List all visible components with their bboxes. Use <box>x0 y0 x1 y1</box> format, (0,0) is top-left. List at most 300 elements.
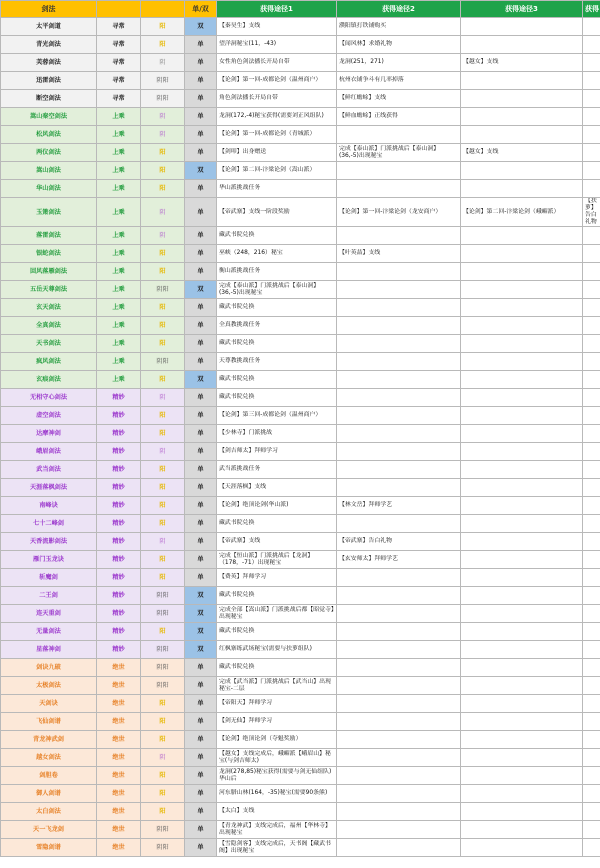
cell-yinyang[interactable]: 阳 <box>141 407 185 425</box>
cell-source-4[interactable] <box>583 677 600 695</box>
cell-single-double[interactable]: 单 <box>185 821 217 839</box>
cell-yinyang[interactable]: 阳 <box>141 497 185 515</box>
cell-rank[interactable]: 上乘 <box>97 371 141 389</box>
cell-single-double[interactable]: 单 <box>185 198 217 227</box>
cell-source-4[interactable] <box>583 695 600 713</box>
cell-rank[interactable]: 上乘 <box>97 198 141 227</box>
cell-source-1[interactable]: 【论剑】绝顶论剑（夺魁奖励） <box>217 731 337 749</box>
cell-source-4[interactable] <box>583 54 600 72</box>
cell-skill-name[interactable]: 玉箫剑法 <box>1 198 97 227</box>
cell-source-2[interactable] <box>337 803 461 821</box>
cell-single-double[interactable]: 双 <box>185 641 217 659</box>
cell-single-double[interactable]: 单 <box>185 126 217 144</box>
cell-rank[interactable]: 上乘 <box>97 335 141 353</box>
cell-source-4[interactable] <box>583 281 600 299</box>
cell-rank[interactable]: 精妙 <box>97 425 141 443</box>
cell-source-2[interactable]: 龙洞(251，271) <box>337 54 461 72</box>
cell-rank[interactable]: 精妙 <box>97 587 141 605</box>
cell-source-1[interactable]: 【论剑】第一回-成都论剑（温州商户） <box>217 72 337 90</box>
cell-source-2[interactable] <box>337 425 461 443</box>
cell-source-4[interactable] <box>583 227 600 245</box>
cell-rank[interactable]: 精妙 <box>97 407 141 425</box>
cell-rank[interactable]: 上乘 <box>97 108 141 126</box>
cell-source-2[interactable] <box>337 785 461 803</box>
cell-rank[interactable]: 寻常 <box>97 18 141 36</box>
cell-single-double[interactable]: 单 <box>185 317 217 335</box>
cell-single-double[interactable]: 单 <box>185 425 217 443</box>
cell-source-2[interactable] <box>337 659 461 677</box>
cell-single-double[interactable]: 单 <box>185 803 217 821</box>
cell-yinyang[interactable]: 阴阳 <box>141 353 185 371</box>
cell-source-1[interactable]: 藏武书院兑换 <box>217 623 337 641</box>
cell-rank[interactable]: 绝世 <box>97 749 141 767</box>
cell-skill-name[interactable]: 天书剑法 <box>1 335 97 353</box>
cell-yinyang[interactable]: 阴阳 <box>141 605 185 623</box>
cell-source-1[interactable]: 【剑吉师太】拜师学习 <box>217 443 337 461</box>
cell-source-4[interactable] <box>583 551 600 569</box>
cell-yinyang[interactable]: 阴阳 <box>141 72 185 90</box>
cell-skill-name[interactable]: 连天重剑 <box>1 605 97 623</box>
cell-source-2[interactable] <box>337 839 461 857</box>
cell-source-4[interactable] <box>583 623 600 641</box>
cell-single-double[interactable]: 单 <box>185 551 217 569</box>
cell-source-1[interactable]: 【论剑】第一回-成都论剑（青城派） <box>217 126 337 144</box>
cell-source-2[interactable] <box>337 821 461 839</box>
cell-skill-name[interactable]: 南峰诀 <box>1 497 97 515</box>
cell-source-1[interactable]: 【帝武寨】支线 <box>217 533 337 551</box>
cell-rank[interactable]: 精妙 <box>97 569 141 587</box>
cell-rank[interactable]: 绝世 <box>97 839 141 857</box>
cell-source-4[interactable] <box>583 371 600 389</box>
cell-source-1[interactable]: 河东腊山林(164，-35)秘宝(需要90条熊) <box>217 785 337 803</box>
cell-source-4[interactable] <box>583 533 600 551</box>
cell-source-3[interactable] <box>461 587 583 605</box>
cell-source-4[interactable] <box>583 479 600 497</box>
cell-source-3[interactable] <box>461 281 583 299</box>
cell-source-3[interactable] <box>461 785 583 803</box>
cell-rank[interactable]: 寻常 <box>97 90 141 108</box>
cell-source-2[interactable] <box>337 371 461 389</box>
cell-skill-name[interactable]: 天剑诀 <box>1 695 97 713</box>
cell-single-double[interactable]: 双 <box>185 162 217 180</box>
cell-source-3[interactable] <box>461 569 583 587</box>
cell-yinyang[interactable]: 阴 <box>141 108 185 126</box>
cell-rank[interactable]: 精妙 <box>97 623 141 641</box>
cell-yinyang[interactable]: 阳 <box>141 425 185 443</box>
cell-source-3[interactable] <box>461 227 583 245</box>
cell-source-3[interactable] <box>461 299 583 317</box>
cell-yinyang[interactable]: 阳 <box>141 785 185 803</box>
cell-skill-name[interactable]: 越女剑法 <box>1 749 97 767</box>
cell-source-3[interactable] <box>461 72 583 90</box>
cell-source-3[interactable] <box>461 425 583 443</box>
cell-source-4[interactable] <box>583 389 600 407</box>
cell-source-2[interactable] <box>337 641 461 659</box>
cell-source-2[interactable]: 【鲜血蟾蜍】正线获得 <box>337 108 461 126</box>
cell-rank[interactable]: 上乘 <box>97 126 141 144</box>
cell-single-double[interactable]: 单 <box>185 461 217 479</box>
cell-source-2[interactable] <box>337 443 461 461</box>
cell-source-3[interactable] <box>461 551 583 569</box>
cell-skill-name[interactable]: 星落神剑 <box>1 641 97 659</box>
cell-single-double[interactable]: 单 <box>185 54 217 72</box>
cell-source-1[interactable]: 【天涯落枫】支线 <box>217 479 337 497</box>
cell-source-2[interactable] <box>337 162 461 180</box>
cell-source-4[interactable] <box>583 126 600 144</box>
cell-source-2[interactable] <box>337 767 461 785</box>
header-source-2[interactable]: 获得途径2 <box>337 1 461 18</box>
cell-source-1[interactable]: 巫峡（248，216）秘宝 <box>217 245 337 263</box>
cell-skill-name[interactable]: 嵩山秦空剑法 <box>1 108 97 126</box>
cell-source-1[interactable]: 【费英】拜师学习 <box>217 569 337 587</box>
cell-source-1[interactable]: 完成【泰山派】门派挑战后【泰山洞】(36,-5)出现秘宝 <box>217 281 337 299</box>
cell-single-double[interactable]: 单 <box>185 695 217 713</box>
cell-source-3[interactable]: 【论剑】第二回-汴梁论剑（峨嵋派） <box>461 198 583 227</box>
cell-source-3[interactable] <box>461 767 583 785</box>
cell-skill-name[interactable]: 银蛇剑法 <box>1 245 97 263</box>
cell-source-2[interactable] <box>337 587 461 605</box>
cell-single-double[interactable]: 单 <box>185 299 217 317</box>
cell-single-double[interactable]: 双 <box>185 371 217 389</box>
cell-rank[interactable]: 上乘 <box>97 281 141 299</box>
cell-yinyang[interactable]: 阳 <box>141 335 185 353</box>
cell-source-3[interactable] <box>461 533 583 551</box>
cell-rank[interactable]: 绝世 <box>97 803 141 821</box>
cell-source-4[interactable] <box>583 263 600 281</box>
cell-source-3[interactable] <box>461 317 583 335</box>
cell-source-4[interactable] <box>583 659 600 677</box>
cell-source-3[interactable] <box>461 677 583 695</box>
header-name[interactable]: 剑法 <box>1 1 97 18</box>
cell-single-double[interactable]: 单 <box>185 767 217 785</box>
cell-source-2[interactable]: 【论剑】第一回-汴梁论剑（龙安商户） <box>337 198 461 227</box>
cell-rank[interactable]: 上乘 <box>97 245 141 263</box>
cell-skill-name[interactable]: 御人剑谱 <box>1 785 97 803</box>
cell-rank[interactable]: 绝世 <box>97 821 141 839</box>
cell-source-4[interactable]: 【扶萝】告白礼物 <box>583 198 600 227</box>
cell-source-2[interactable] <box>337 263 461 281</box>
cell-source-3[interactable] <box>461 407 583 425</box>
cell-skill-name[interactable]: 天香流影剑法 <box>1 533 97 551</box>
header-type[interactable] <box>97 1 141 18</box>
cell-yinyang[interactable]: 阳 <box>141 371 185 389</box>
cell-source-2[interactable]: 【鲜红蟾蜍】支线 <box>337 90 461 108</box>
cell-source-1[interactable]: 武当派挑战任务 <box>217 461 337 479</box>
cell-source-4[interactable] <box>583 180 600 198</box>
cell-rank[interactable]: 上乘 <box>97 227 141 245</box>
cell-source-3[interactable] <box>461 839 583 857</box>
cell-source-3[interactable]: 【越女】支线 <box>461 54 583 72</box>
cell-source-3[interactable] <box>461 263 583 281</box>
cell-yinyang[interactable]: 阳 <box>141 569 185 587</box>
cell-source-4[interactable] <box>583 353 600 371</box>
cell-source-2[interactable]: 【闻风林】求婚礼物 <box>337 36 461 54</box>
cell-skill-name[interactable]: 落雷剑法 <box>1 227 97 245</box>
cell-source-3[interactable] <box>461 335 583 353</box>
cell-rank[interactable]: 精妙 <box>97 443 141 461</box>
cell-single-double[interactable]: 单 <box>185 389 217 407</box>
cell-source-2[interactable] <box>337 749 461 767</box>
cell-yinyang[interactable]: 阴 <box>141 227 185 245</box>
cell-source-1[interactable]: 【帝阳天】拜师学习 <box>217 695 337 713</box>
cell-source-1[interactable]: 藏武书院兑换 <box>217 515 337 533</box>
cell-source-1[interactable]: 全真教挑战任务 <box>217 317 337 335</box>
cell-source-4[interactable] <box>583 803 600 821</box>
cell-yinyang[interactable]: 阴 <box>141 198 185 227</box>
cell-source-3[interactable] <box>461 371 583 389</box>
cell-source-4[interactable] <box>583 821 600 839</box>
cell-source-2[interactable] <box>337 623 461 641</box>
cell-rank[interactable]: 寻常 <box>97 72 141 90</box>
cell-single-double[interactable]: 单 <box>185 263 217 281</box>
cell-source-2[interactable] <box>337 569 461 587</box>
cell-skill-name[interactable]: 斩魔剑 <box>1 569 97 587</box>
cell-source-2[interactable]: 【玄安师太】拜师学艺 <box>337 551 461 569</box>
cell-skill-name[interactable]: 芙蓉剑法 <box>1 54 97 72</box>
cell-source-2[interactable] <box>337 353 461 371</box>
cell-source-1[interactable]: 【剑无仙】拜师学习 <box>217 713 337 731</box>
cell-source-3[interactable] <box>461 18 583 36</box>
cell-source-3[interactable] <box>461 180 583 198</box>
cell-yinyang[interactable]: 阳 <box>141 461 185 479</box>
cell-rank[interactable]: 上乘 <box>97 299 141 317</box>
cell-source-1[interactable]: 角色剑法播长开局自带 <box>217 90 337 108</box>
cell-skill-name[interactable]: 七十二峰剑 <box>1 515 97 533</box>
header-yinyang[interactable] <box>141 1 185 18</box>
cell-yinyang[interactable]: 阴 <box>141 443 185 461</box>
cell-source-3[interactable] <box>461 731 583 749</box>
cell-single-double[interactable]: 单 <box>185 443 217 461</box>
cell-source-3[interactable]: 【越女】支线 <box>461 144 583 162</box>
cell-yinyang[interactable]: 阳 <box>141 299 185 317</box>
cell-yinyang[interactable]: 阴 <box>141 749 185 767</box>
cell-yinyang[interactable]: 阳 <box>141 695 185 713</box>
cell-source-1[interactable]: 完成【武当派】门派挑战后【武当山】出现秘宝-二层 <box>217 677 337 695</box>
cell-skill-name[interactable]: 飞仙剑谱 <box>1 713 97 731</box>
cell-skill-name[interactable]: 太极剑法 <box>1 677 97 695</box>
cell-source-4[interactable] <box>583 299 600 317</box>
cell-source-2[interactable]: 完成【泰山派】门派挑战后【泰山洞】(36,-5)出现秘宝 <box>337 144 461 162</box>
cell-source-4[interactable] <box>583 461 600 479</box>
cell-source-1[interactable]: 藏武书院兑换 <box>217 389 337 407</box>
cell-rank[interactable]: 上乘 <box>97 317 141 335</box>
cell-single-double[interactable]: 单 <box>185 245 217 263</box>
cell-source-1[interactable]: 龙洞(278,85)秘宝获得(需要与剑无仙组队)华山后 <box>217 767 337 785</box>
cell-source-3[interactable] <box>461 515 583 533</box>
cell-single-double[interactable]: 单 <box>185 335 217 353</box>
cell-skill-name[interactable]: 断空剑法 <box>1 90 97 108</box>
cell-source-1[interactable]: 【剑叩】出身赠送 <box>217 144 337 162</box>
cell-source-2[interactable]: 【帝武寨】告白礼物 <box>337 533 461 551</box>
cell-source-2[interactable]: 濮阳镇打铁铺购买 <box>337 18 461 36</box>
cell-skill-name[interactable]: 嵩山剑法 <box>1 162 97 180</box>
cell-source-2[interactable] <box>337 299 461 317</box>
header-source-3[interactable]: 获得途径3 <box>461 1 583 18</box>
cell-single-double[interactable]: 单 <box>185 839 217 857</box>
cell-rank[interactable]: 上乘 <box>97 263 141 281</box>
cell-single-double[interactable]: 单 <box>185 180 217 198</box>
cell-single-double[interactable]: 双 <box>185 18 217 36</box>
cell-rank[interactable]: 绝世 <box>97 767 141 785</box>
cell-yinyang[interactable]: 阳 <box>141 551 185 569</box>
cell-yinyang[interactable]: 阴阳 <box>141 281 185 299</box>
cell-skill-name[interactable]: 雁门玉龙诀 <box>1 551 97 569</box>
cell-single-double[interactable]: 单 <box>185 108 217 126</box>
cell-yinyang[interactable]: 阴阳 <box>141 641 185 659</box>
cell-source-3[interactable] <box>461 36 583 54</box>
cell-rank[interactable]: 上乘 <box>97 144 141 162</box>
cell-rank[interactable]: 绝世 <box>97 731 141 749</box>
cell-yinyang[interactable]: 阴 <box>141 54 185 72</box>
cell-single-double[interactable]: 双 <box>185 623 217 641</box>
cell-skill-name[interactable]: 全真剑法 <box>1 317 97 335</box>
cell-source-4[interactable] <box>583 749 600 767</box>
cell-yinyang[interactable]: 阳 <box>141 515 185 533</box>
cell-source-4[interactable] <box>583 335 600 353</box>
cell-source-2[interactable] <box>337 479 461 497</box>
cell-source-1[interactable]: 望洋洞秘宝(11，-43) <box>217 36 337 54</box>
cell-source-3[interactable] <box>461 713 583 731</box>
cell-source-1[interactable]: 完成【恒山派】门派挑战后【龙洞】（178，-71）出现秘宝 <box>217 551 337 569</box>
cell-skill-name[interactable]: 剑胆卷 <box>1 767 97 785</box>
cell-source-1[interactable]: 藏武书院兑换 <box>217 587 337 605</box>
cell-source-4[interactable] <box>583 443 600 461</box>
cell-single-double[interactable]: 单 <box>185 144 217 162</box>
cell-source-1[interactable]: 【少林寺】门派挑战 <box>217 425 337 443</box>
cell-rank[interactable]: 精妙 <box>97 389 141 407</box>
cell-source-2[interactable]: 杭州衣铺争斗有几率掉落 <box>337 72 461 90</box>
cell-source-4[interactable] <box>583 162 600 180</box>
cell-yinyang[interactable]: 阳 <box>141 623 185 641</box>
cell-source-4[interactable] <box>583 317 600 335</box>
cell-skill-name[interactable]: 剑诀九破 <box>1 659 97 677</box>
cell-source-2[interactable] <box>337 695 461 713</box>
cell-yinyang[interactable]: 阳 <box>141 767 185 785</box>
cell-source-1[interactable]: 女性角色剑法播长开局自带 <box>217 54 337 72</box>
cell-single-double[interactable]: 单 <box>185 407 217 425</box>
cell-yinyang[interactable]: 阳 <box>141 803 185 821</box>
cell-source-3[interactable] <box>461 479 583 497</box>
cell-source-2[interactable]: 【叶英喆】支线 <box>337 245 461 263</box>
cell-rank[interactable]: 精妙 <box>97 551 141 569</box>
cell-rank[interactable]: 绝世 <box>97 659 141 677</box>
cell-rank[interactable]: 上乘 <box>97 162 141 180</box>
cell-source-3[interactable] <box>461 162 583 180</box>
cell-source-3[interactable] <box>461 803 583 821</box>
cell-rank[interactable]: 精妙 <box>97 461 141 479</box>
cell-source-3[interactable] <box>461 659 583 677</box>
cell-source-1[interactable]: 藏武书院兑换 <box>217 227 337 245</box>
cell-yinyang[interactable]: 阳 <box>141 245 185 263</box>
cell-source-1[interactable]: 【论剑】第三回-成都论剑（温州商户） <box>217 407 337 425</box>
cell-skill-name[interactable]: 玄天剑法 <box>1 299 97 317</box>
cell-single-double[interactable]: 双 <box>185 605 217 623</box>
cell-yinyang[interactable]: 阳 <box>141 180 185 198</box>
cell-rank[interactable]: 精妙 <box>97 641 141 659</box>
cell-source-2[interactable] <box>337 317 461 335</box>
cell-rank[interactable]: 绝世 <box>97 695 141 713</box>
cell-source-4[interactable] <box>583 839 600 857</box>
cell-source-4[interactable] <box>583 36 600 54</box>
cell-single-double[interactable]: 单 <box>185 677 217 695</box>
cell-source-2[interactable] <box>337 713 461 731</box>
header-source-4[interactable]: 获得 <box>583 1 600 18</box>
cell-source-1[interactable]: 藏武书院兑换 <box>217 335 337 353</box>
cell-single-double[interactable]: 双 <box>185 587 217 605</box>
header-single-double[interactable]: 单/双 <box>185 1 217 18</box>
cell-source-4[interactable] <box>583 245 600 263</box>
cell-source-1[interactable]: 华山派挑战任务 <box>217 180 337 198</box>
cell-source-1[interactable]: 红枫寨练武场秘宝(需要与扶萝组队) <box>217 641 337 659</box>
cell-skill-name[interactable]: 五岳天尊剑法 <box>1 281 97 299</box>
cell-skill-name[interactable]: 两仪剑法 <box>1 144 97 162</box>
cell-skill-name[interactable]: 天一飞龙剑 <box>1 821 97 839</box>
cell-source-1[interactable]: 【青龙神武】支线完成后，福州【华林寺】出现秘宝 <box>217 821 337 839</box>
cell-single-double[interactable]: 单 <box>185 713 217 731</box>
cell-yinyang[interactable]: 阳 <box>141 18 185 36</box>
cell-skill-name[interactable]: 玄痕剑法 <box>1 371 97 389</box>
cell-source-2[interactable] <box>337 227 461 245</box>
cell-rank[interactable]: 精妙 <box>97 515 141 533</box>
cell-source-3[interactable] <box>461 461 583 479</box>
cell-source-1[interactable]: 【论剑】第二回-汴梁论剑（嵩山派） <box>217 162 337 180</box>
cell-yinyang[interactable]: 阴阳 <box>141 659 185 677</box>
cell-single-double[interactable]: 单 <box>185 497 217 515</box>
cell-single-double[interactable]: 单 <box>185 353 217 371</box>
cell-source-4[interactable] <box>583 18 600 36</box>
cell-single-double[interactable]: 单 <box>185 659 217 677</box>
cell-rank[interactable]: 上乘 <box>97 353 141 371</box>
cell-source-4[interactable] <box>583 407 600 425</box>
cell-yinyang[interactable]: 阴阳 <box>141 587 185 605</box>
cell-rank[interactable]: 精妙 <box>97 497 141 515</box>
cell-yinyang[interactable]: 阳 <box>141 144 185 162</box>
cell-source-1[interactable]: 天尊教挑战任务 <box>217 353 337 371</box>
cell-single-double[interactable]: 单 <box>185 515 217 533</box>
cell-yinyang[interactable]: 阳 <box>141 263 185 281</box>
cell-source-1[interactable]: 【雪隐剑客】支线完成后，天书阁【藏武书阁】出现秘宝 <box>217 839 337 857</box>
cell-skill-name[interactable]: 回风落雁剑法 <box>1 263 97 281</box>
cell-single-double[interactable]: 单 <box>185 36 217 54</box>
cell-source-2[interactable] <box>337 180 461 198</box>
cell-yinyang[interactable]: 阳 <box>141 162 185 180</box>
cell-single-double[interactable]: 单 <box>185 731 217 749</box>
cell-source-1[interactable]: 【论剑】绝顶论剑(华山派) <box>217 497 337 515</box>
cell-source-3[interactable] <box>461 245 583 263</box>
cell-source-2[interactable] <box>337 335 461 353</box>
cell-skill-name[interactable]: 太白剑法 <box>1 803 97 821</box>
cell-skill-name[interactable]: 二王剑 <box>1 587 97 605</box>
cell-source-2[interactable] <box>337 126 461 144</box>
cell-yinyang[interactable]: 阳 <box>141 713 185 731</box>
cell-rank[interactable]: 寻常 <box>97 54 141 72</box>
cell-source-1[interactable]: 【帝武寨】支线一阶段奖励 <box>217 198 337 227</box>
cell-source-2[interactable] <box>337 515 461 533</box>
cell-source-2[interactable] <box>337 605 461 623</box>
cell-rank[interactable]: 上乘 <box>97 180 141 198</box>
cell-skill-name[interactable]: 达摩神剑 <box>1 425 97 443</box>
cell-rank[interactable]: 绝世 <box>97 713 141 731</box>
cell-source-4[interactable] <box>583 713 600 731</box>
cell-source-1[interactable]: 藏武书院兑换 <box>217 371 337 389</box>
cell-single-double[interactable]: 单 <box>185 785 217 803</box>
cell-single-double[interactable]: 双 <box>185 281 217 299</box>
cell-source-3[interactable] <box>461 90 583 108</box>
cell-yinyang[interactable]: 阴 <box>141 126 185 144</box>
cell-source-1[interactable]: 【越女】支线完成后，峨嵋派【峨眉山】秘宝(与剑吉师太) <box>217 749 337 767</box>
cell-skill-name[interactable]: 松风剑法 <box>1 126 97 144</box>
cell-source-3[interactable] <box>461 641 583 659</box>
